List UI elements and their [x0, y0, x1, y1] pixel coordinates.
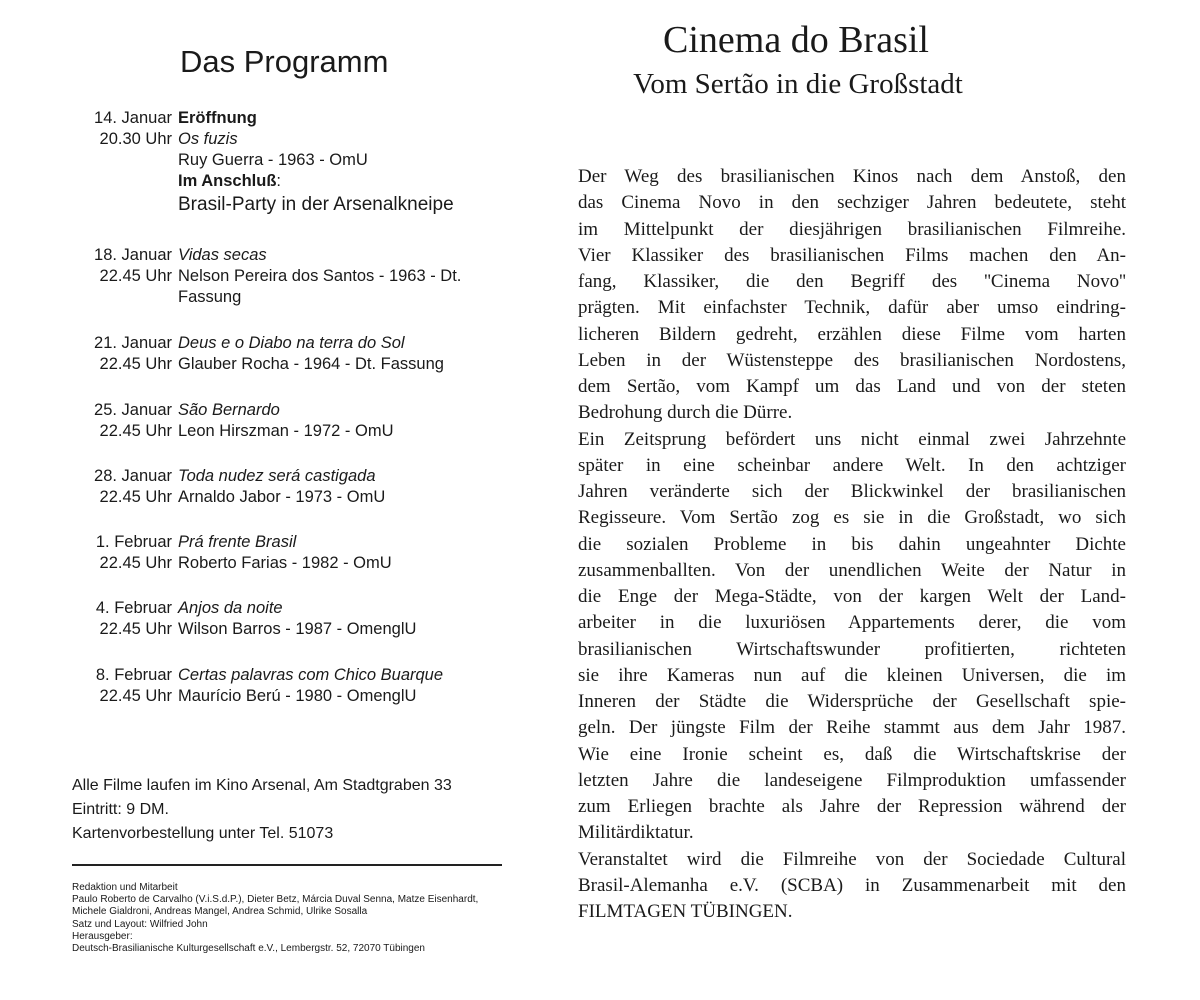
- article-line: Bedrohung durch die Dürre.: [578, 402, 793, 424]
- entry-datetime: [72, 665, 172, 707]
- film-title: Toda nudez será castigada: [178, 467, 376, 485]
- article-line: Vier Klassiker des brasilianischen Films machen den An-: [578, 244, 1126, 266]
- article-line: zusammenballten. Von der unendlichen Weite der Natur in: [578, 559, 1126, 581]
- entry-datetime: [72, 108, 172, 150]
- article-line: prägten. Mit einfachster Technik, dafür aber umso eindring-: [578, 297, 1126, 319]
- entry-time: 22.45 Uhr: [99, 355, 172, 373]
- entry-datetime: [72, 245, 172, 287]
- entry-time: 22.45 Uhr: [99, 267, 172, 285]
- article-line: Leben in der Wüstensteppe des brasilianischen Nordostens,: [578, 349, 1126, 371]
- entry-time: 22.45 Uhr: [99, 687, 172, 705]
- entry-date: 14. Januar: [94, 109, 172, 127]
- film-info: Glauber Rocha - 1964 - Dt. Fassung: [178, 355, 444, 373]
- film-title: Os fuzis: [178, 130, 238, 148]
- entry-details: [178, 333, 508, 375]
- article-line: die sozialen Probleme in bis dahin ungeahnter Dichte: [578, 533, 1126, 555]
- entry-details: [178, 108, 508, 218]
- film-info: Maurício Berú - 1980 - OmenglU: [178, 687, 417, 705]
- article-line: licheren Bildern gedreht, erzählen diese Filme vom harten: [578, 323, 1126, 345]
- article-line: arbeiter in die luxuriösen Appartements derer, die vom: [578, 612, 1126, 634]
- after-line: [178, 171, 508, 192]
- entry-date: 18. Januar: [94, 246, 172, 264]
- after-event: Brasil-Party in der Arsenalkneipe: [178, 194, 454, 215]
- after-label: Im Anschluß: [178, 172, 277, 190]
- film-title: Vidas secas: [178, 246, 267, 264]
- article-line: fang, Klassiker, die den Begriff des ''Cinema Novo'': [578, 271, 1126, 292]
- entry-datetime: [72, 598, 172, 640]
- entry-time: 22.45 Uhr: [99, 488, 172, 506]
- entry-datetime: [72, 466, 172, 508]
- article-line: geln. Der jüngste Film der Reihe stammt aus dem Jahr 1987.: [578, 717, 1126, 739]
- credits-line: Herausgeber:: [72, 930, 133, 942]
- entry-date: 21. Januar: [94, 334, 172, 352]
- entry-datetime: [72, 400, 172, 442]
- article-line: Jahren veränderte sich der Blickwinkel der brasilianischen: [578, 481, 1126, 502]
- venue-line: Alle Filme laufen im Kino Arsenal, Am Stadtgraben 33: [72, 777, 452, 794]
- entry-details: [178, 245, 508, 308]
- entry-details: [178, 598, 508, 640]
- article-line: im Mittelpunkt der diesjährigen brasilianischen Filmreihe.: [578, 218, 1126, 240]
- entry-time: 22.45 Uhr: [99, 422, 172, 440]
- booking-line: Kartenvorbestellung unter Tel. 51073: [72, 825, 334, 842]
- divider-rule: [72, 864, 502, 866]
- entry-time: 22.45 Uhr: [99, 620, 172, 638]
- film-info: Roberto Farias - 1982 - OmU: [178, 554, 392, 572]
- article-line: Brasil-Alemanha e.V. (SCBA) in Zusammenarbeit mit den: [578, 874, 1126, 896]
- article-line: Regisseure. Vom Sertão zog es sie in die Großstadt, wo sich: [578, 507, 1126, 529]
- film-title: São Bernardo: [178, 401, 280, 419]
- credits: [72, 882, 478, 955]
- entry-datetime: [72, 532, 172, 574]
- article-line: Militärdiktatur.: [578, 822, 694, 844]
- entry-details: [178, 665, 508, 707]
- film-info: Ruy Guerra - 1963 - OmU: [178, 151, 368, 169]
- credits-line: Paulo Roberto de Carvalho (V.i.S.d.P.), Dieter Betz, Márcia Duval Senna, Matze Eisenhardt,: [72, 894, 479, 906]
- entry-label: Eröffnung: [178, 109, 257, 127]
- film-info: Nelson Pereira dos Santos - 1963 - Dt. Fassung: [178, 267, 462, 306]
- entry-date: 25. Januar: [94, 401, 172, 419]
- article-line: zum Erliegen brachte als Jahre der Repression während der: [578, 796, 1126, 817]
- article-line: Veranstaltet wird die Filmreihe von der Sociedade Cultural: [578, 848, 1126, 870]
- entry-details: [178, 532, 508, 574]
- venue-info: [72, 774, 452, 846]
- film-title: Anjos da noite: [178, 599, 283, 617]
- entry-time: 20.30 Uhr: [99, 130, 172, 148]
- film-info: Leon Hirszman - 1972 - OmU: [178, 422, 394, 440]
- article-line: brasilianischen Wirtschaftswunder profitierten, richteten: [578, 638, 1126, 660]
- after-colon: :: [276, 172, 281, 190]
- article-line: Inneren der Städte die Widersprüche der Gesellschaft spie-: [578, 691, 1126, 712]
- article-line: später in eine scheinbar andere Welt. In den achtziger: [578, 454, 1126, 476]
- credits-line: Deutsch-Brasilianische Kulturgesellschaft e.V., Lembergstr. 52, 72070 Tübingen: [72, 943, 425, 955]
- article-subtitle: Vom Sertão in die Großstadt: [633, 68, 963, 100]
- entry-time: 22.45 Uhr: [99, 554, 172, 572]
- article-line: letzten Jahre die landeseigene Filmproduktion umfassender: [578, 769, 1126, 791]
- article-line: dem Sertão, vom Kampf um das Land und von der steten: [578, 376, 1126, 397]
- program-title: Das Programm: [180, 44, 389, 79]
- credits-line: Satz und Layout: Wilfried John: [72, 918, 208, 930]
- article-line: FILMTAGEN TÜBINGEN.: [578, 901, 793, 922]
- article-title: Cinema do Brasil: [663, 19, 929, 61]
- article-line: sie ihre Kameras nun auf die kleinen Universen, die im: [578, 664, 1126, 686]
- article-line: die Enge der Mega-Städte, von der kargen Welt der Land-: [578, 586, 1126, 607]
- article-line: Ein Zeitsprung befördert uns nicht einmal zwei Jahrzehnte: [578, 428, 1126, 450]
- article-body: [578, 164, 1126, 925]
- article-line: Wie eine Ironie scheint es, daß die Wirtschaftskrise der: [578, 743, 1126, 765]
- film-info: Wilson Barros - 1987 - OmenglU: [178, 620, 417, 638]
- film-title: Prá frente Brasil: [178, 533, 297, 551]
- credits-line: Redaktion und Mitarbeit: [72, 882, 178, 893]
- entry-date: 28. Januar: [94, 467, 172, 485]
- film-title: Certas palavras com Chico Buarque: [178, 666, 444, 684]
- article-line: Der Weg des brasilianischen Kinos nach dem Anstoß, den: [578, 166, 1126, 187]
- entry-date: 1. Februar: [95, 533, 172, 551]
- entry-details: [178, 466, 508, 508]
- film-title: Deus e o Diabo na terra do Sol: [178, 334, 405, 352]
- entry-details: [178, 400, 508, 442]
- admission-line: Eintritt: 9 DM.: [72, 801, 169, 818]
- credits-line: Michele Gialdroni, Andreas Mangel, Andrea Schmid, Ulrike Sosalla: [72, 906, 368, 918]
- film-info: Arnaldo Jabor - 1973 - OmU: [178, 488, 386, 506]
- entry-date: 4. Februar: [95, 599, 172, 617]
- entry-datetime: [72, 333, 172, 375]
- entry-date: 8. Februar: [95, 666, 172, 684]
- article-line: das Cinema Novo in den sechziger Jahren bedeutete, steht: [578, 192, 1126, 214]
